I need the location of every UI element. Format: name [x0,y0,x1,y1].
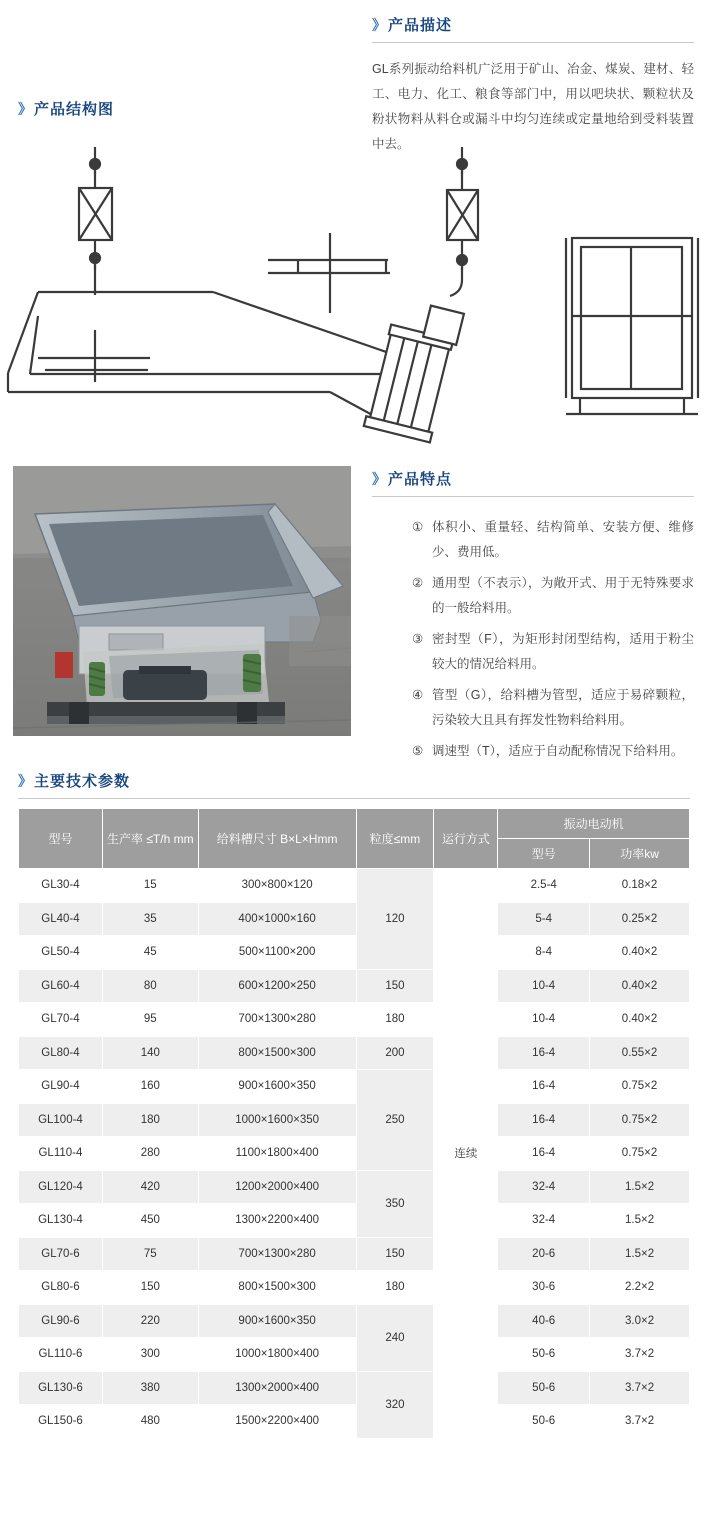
table-row [19,869,690,903]
column-header-motor-power: 功率kw [590,839,690,869]
product-photo [13,466,351,736]
cell-granularity: 150 [356,1237,434,1271]
cell-motor-model: 32-4 [498,1170,590,1204]
cell-granularity: 180 [356,1003,434,1037]
table-row [19,1137,690,1171]
column-header-motor-group: 振动电动机 [498,809,690,839]
cell-capacity: 45 [102,936,198,970]
cell-capacity: 75 [102,1237,198,1271]
cell-capacity: 140 [102,1036,198,1070]
cell-motor-model: 50-6 [498,1405,590,1439]
cell-motor-power: 0.40×2 [590,969,690,1003]
list-item [412,739,694,764]
technical-parameters-section [18,770,690,799]
list-item-number: ③ [412,631,424,646]
cell-motor-model: 16-4 [498,1036,590,1070]
divider [372,42,694,43]
structure-diagram-section [18,98,358,119]
cell-motor-power: 1.5×2 [590,1170,690,1204]
cell-motor-model: 40-6 [498,1304,590,1338]
cell-granularity: 150 [356,969,434,1003]
cell-trough: 1000×1600×350 [198,1103,356,1137]
column-header-trough: 给料槽尺寸 B×L×Hmm [198,809,356,869]
list-item-number: ④ [412,687,424,702]
cell-trough: 900×1600×350 [198,1070,356,1104]
chevron-right-icon: 》 [18,100,29,117]
cell-trough: 900×1600×350 [198,1304,356,1338]
table-row [19,1070,690,1104]
list-item-text: 密封型（F），为矩形封闭型结构，适用于粉尘较大的情况给料用。 [432,631,694,671]
cell-trough: 1300×2000×400 [198,1371,356,1405]
cell-model: GL40-4 [19,902,103,936]
cell-trough: 500×1100×200 [198,936,356,970]
cell-model: GL30-4 [19,869,103,903]
cell-model: GL130-4 [19,1204,103,1238]
cell-capacity: 150 [102,1271,198,1305]
list-item-text: 调速型（T），适应于自动配称情况下给料用。 [432,743,684,758]
list-item-text: 体积小、重量轻、结构简单、安装方便、维修少、费用低。 [432,519,694,559]
column-header-granularity: 粒度≤mm [356,809,434,869]
product-features-heading [372,468,694,489]
table-row [19,1204,690,1238]
cell-motor-power: 2.2×2 [590,1271,690,1305]
cell-motor-power: 0.75×2 [590,1137,690,1171]
cell-motor-power: 3.7×2 [590,1338,690,1372]
list-item [412,627,694,677]
table-body [19,869,690,1439]
column-header-model: 型号 [19,809,103,869]
cell-model: GL80-6 [19,1271,103,1305]
list-item-text: 管型（G），给料槽为管型，适应于易碎颗粒，污染较大且具有挥发性物料给料用。 [432,687,694,727]
cell-motor-model: 20-6 [498,1237,590,1271]
table-row [19,1338,690,1372]
table-row [19,1271,690,1305]
table-row [19,902,690,936]
table-row [19,1003,690,1037]
divider [18,798,690,799]
divider [372,496,694,497]
column-header-motor-model: 型号 [498,839,590,869]
cell-model: GL90-4 [19,1070,103,1104]
cell-granularity: 200 [356,1036,434,1070]
cell-granularity: 250 [356,1070,434,1171]
cell-model: GL80-4 [19,1036,103,1070]
cell-trough: 1300×2200×400 [198,1204,356,1238]
cell-trough: 400×1000×160 [198,902,356,936]
cell-granularity: 120 [356,869,434,970]
cell-motor-model: 32-4 [498,1204,590,1238]
structure-diagram-heading [18,98,358,119]
cell-motor-model: 10-4 [498,969,590,1003]
cell-model: GL90-6 [19,1304,103,1338]
cell-trough: 800×1500×300 [198,1271,356,1305]
cell-model: GL120-4 [19,1170,103,1204]
cell-trough: 800×1500×300 [198,1036,356,1070]
chevron-right-icon: 》 [18,772,29,789]
cell-trough: 300×800×120 [198,869,356,903]
section-title: 产品描述 [388,17,453,34]
cell-model: GL70-6 [19,1237,103,1271]
cell-model: GL50-4 [19,936,103,970]
table-row [19,969,690,1003]
cell-model: GL110-4 [19,1137,103,1171]
list-item-text: 通用型（不表示），为敞开式、用于无特殊要求的一般给料用。 [432,575,694,615]
cell-motor-power: 0.55×2 [590,1036,690,1070]
table-row [19,936,690,970]
cell-capacity: 300 [102,1338,198,1372]
cell-model: GL110-6 [19,1338,103,1372]
column-header-mode: 运行方式 [434,809,498,869]
cell-motor-model: 2.5-4 [498,869,590,903]
table-row [19,1237,690,1271]
list-item-number: ② [412,575,424,590]
section-title: 产品结构图 [34,101,115,118]
cell-capacity: 450 [102,1204,198,1238]
table-header-row [19,809,690,839]
cell-trough: 700×1300×280 [198,1003,356,1037]
cell-capacity: 160 [102,1070,198,1104]
cell-capacity: 280 [102,1137,198,1171]
cell-motor-model: 5-4 [498,902,590,936]
cell-motor-power: 0.75×2 [590,1103,690,1137]
cell-motor-power: 3.7×2 [590,1371,690,1405]
cell-motor-model: 10-4 [498,1003,590,1037]
cell-motor-power: 3.0×2 [590,1304,690,1338]
chevron-right-icon: 》 [372,16,383,33]
cell-granularity: 240 [356,1304,434,1371]
cell-capacity: 220 [102,1304,198,1338]
cell-motor-model: 16-4 [498,1070,590,1104]
product-photo-image [13,466,351,736]
table-row [19,1405,690,1439]
cell-granularity: 180 [356,1271,434,1305]
cell-capacity: 15 [102,869,198,903]
cell-capacity: 420 [102,1170,198,1204]
cell-model: GL130-6 [19,1371,103,1405]
product-features-list [372,515,694,770]
table-row [19,1304,690,1338]
cell-model: GL60-4 [19,969,103,1003]
cell-motor-power: 0.25×2 [590,902,690,936]
column-header-capacity: 生产率 ≤T/h mm [102,809,198,869]
technical-parameters-heading [18,770,690,791]
cell-model: GL70-4 [19,1003,103,1037]
cell-trough: 700×1300×280 [198,1237,356,1271]
cell-granularity: 350 [356,1170,434,1237]
table-row [19,1170,690,1204]
cell-trough: 1000×1800×400 [198,1338,356,1372]
cell-capacity: 95 [102,1003,198,1037]
cell-motor-model: 50-6 [498,1338,590,1372]
cell-trough: 1100×1800×400 [198,1137,356,1171]
cell-mode: 连续 [434,869,498,1439]
cell-trough: 600×1200×250 [198,969,356,1003]
cell-model: GL150-6 [19,1405,103,1439]
list-item [412,571,694,621]
list-item-number: ⑤ [412,743,424,758]
section-title: 产品特点 [388,471,453,488]
table-row [19,1036,690,1070]
table-row [19,1371,690,1405]
cell-motor-model: 30-6 [498,1271,590,1305]
cell-motor-model: 50-6 [498,1371,590,1405]
cell-motor-model: 8-4 [498,936,590,970]
cell-motor-model: 16-4 [498,1103,590,1137]
cell-motor-power: 0.75×2 [590,1070,690,1104]
cell-motor-power: 0.18×2 [590,869,690,903]
cell-motor-power: 0.40×2 [590,936,690,970]
cell-model: GL100-4 [19,1103,103,1137]
list-item-number: ① [412,519,424,534]
cell-motor-power: 3.7×2 [590,1405,690,1439]
cell-capacity: 80 [102,969,198,1003]
cell-motor-power: 1.5×2 [590,1204,690,1238]
product-description-text: GL系列振动给料机广泛用于矿山、冶金、煤炭、建材、轻工、电力、化工、粮食等部门中，用以吧块状、颗粒状及粉状物料从料仓或漏斗中均匀连续或定量地给到受料装置中去。 [372,62,694,151]
section-title: 主要技术参数 [34,773,131,790]
cell-trough: 1200×2000×400 [198,1170,356,1204]
table-row [19,1103,690,1137]
cell-motor-model: 16-4 [498,1137,590,1171]
technical-parameters-table [18,808,690,1439]
cell-motor-power: 0.40×2 [590,1003,690,1037]
list-item [412,683,694,733]
list-item [412,515,694,565]
structure-line-drawing [0,130,707,460]
chevron-right-icon: 》 [372,470,383,487]
cell-trough: 1500×2200×400 [198,1405,356,1439]
table-header [19,809,690,869]
cell-granularity: 320 [356,1371,434,1438]
product-features-section [372,468,694,497]
cell-capacity: 180 [102,1103,198,1137]
product-description-heading [372,14,694,35]
cell-capacity: 480 [102,1405,198,1439]
cell-motor-power: 1.5×2 [590,1237,690,1271]
cell-capacity: 380 [102,1371,198,1405]
cell-capacity: 35 [102,902,198,936]
